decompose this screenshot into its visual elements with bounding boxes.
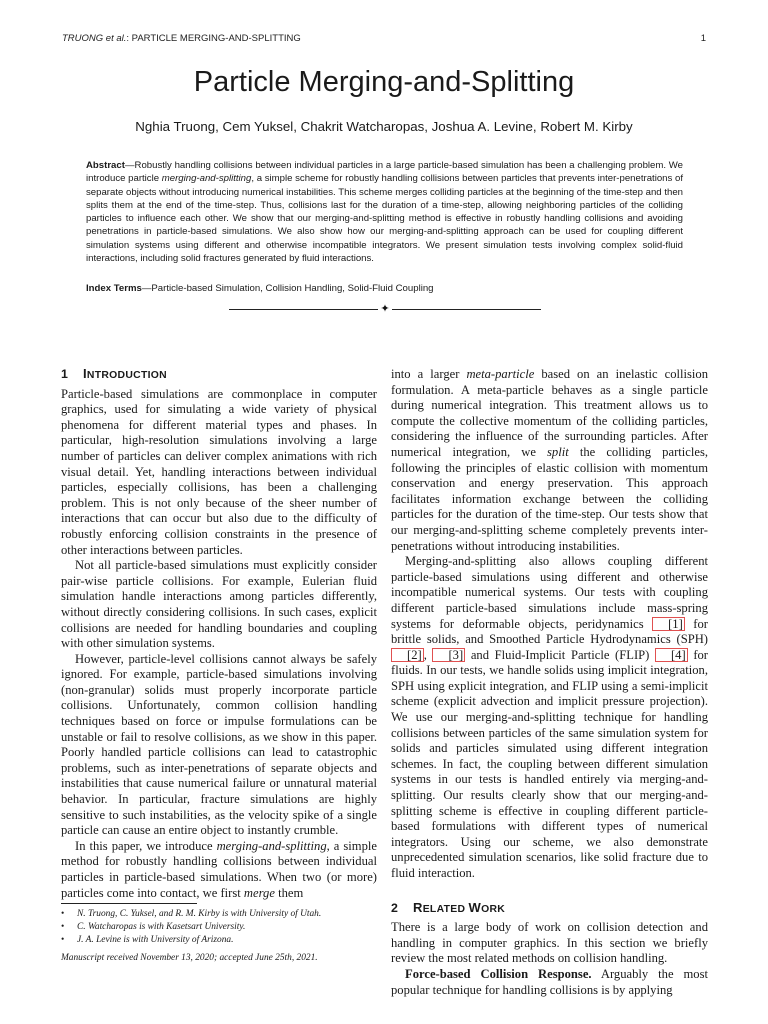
section-divider bbox=[229, 302, 541, 316]
author-list: Nghia Truong, Cem Yuksel, Chakrit Watcharopas, Joshua A. Levine, Robert M. Kirby bbox=[135, 119, 633, 134]
affiliation-list bbox=[61, 908, 377, 947]
citation-link[interactable]: [1] bbox=[652, 617, 685, 631]
intro-paragraph-3: However, particle-level collisions cannot always be safely ignored. For example, particle-based simulations involving (non-granular) solids must properly incorporate particle collisions. Unfortunately, common collision handling techniques based on force or impulse formulations can be unstable or fail to resolve collisions, as we show in this paper. Poorly handled particle collisions can lead to catastrophic problems, such as inter-penetrations of separate objects and instabilities that cause numerical failure or unnatural material behavior. In particular, fracture simulations are highly sensitive to such instabilities, as the velocity spike of a single particle can cause an entire object to instantly crumble. bbox=[61, 651, 377, 838]
page-number: 1 bbox=[700, 33, 706, 44]
manuscript-dates: Manuscript received November 13, 2020; accepted June 25th, 2021. bbox=[61, 953, 318, 963]
affiliation-item: • N. Truong, C. Yuksel, and R. M. Kirby is with University of Utah. bbox=[61, 909, 322, 919]
abstract-label: Abstract bbox=[86, 160, 125, 171]
related-paragraph-2: Force-based Collision Response. Arguably the most popular technique for handling collisions is by applying bbox=[391, 966, 708, 997]
related-paragraph-1: There is a large body of work on collision detection and handling in computer graphics. In this section we briefly review the most related methods on collision handling. bbox=[391, 920, 708, 966]
index-terms-label: Index Terms bbox=[86, 283, 142, 294]
footnote-rule bbox=[61, 903, 197, 904]
index-terms: Index Terms—Particle-based Simulation, Collision Handling, Solid-Fluid Coupling bbox=[86, 283, 434, 294]
running-title: TRUONG et al.: PARTICLE MERGING-AND-SPLITTING bbox=[62, 33, 301, 44]
abstract: Abstract—Robustly handling collisions between individual particles in a large particle-based simulation has been a challenging problem. We introduce particle merging-and-splitting, a simple scheme for robustly handling collisions between particles that prevents inter-penetrations of separate objects without introducing numerical instabilities. This scheme merges colliding particles at the beginning of the time-step and then splits them at the end of the time-step. Thus, collisions last for the duration of a time-step, allowing neighboring particles of the colliding particles to influence each other. We show that our merging-and-splitting method is effective in robustly handling collisions and avoiding penetrations in particle-based simulations. We also show how our merging-and-splitting approach can be used for coupling different simulation systems using different and otherwise incompatible integrators. We present simulation tests involving complex solid-fluid interactions, including solid fractures generated by fluid interactions. bbox=[86, 160, 683, 265]
paper-title: Particle Merging-and-Splitting bbox=[193, 66, 575, 98]
section-heading-related-work: 2 RELATED WORK bbox=[391, 899, 506, 915]
affiliation-item: • J. A. Levine is with University of Arizona. bbox=[61, 935, 234, 945]
intro-paragraph-4: In this paper, we introduce merging-and-splitting, a simple method for robustly handling collisions between individual particles in particle-based simulations. When two (or more) particles come into contact, we first merge them bbox=[61, 838, 377, 900]
intro-paragraph-6: Merging-and-splitting also allows coupling different particle-based simulations using different and otherwise incompatible numerical systems. Our tests with coupling different particle-based simulations include mass-spring systems for deformable objects, peridynamics [1] for brittle solids, and Smoothed Particle Hydrodynamics (SPH) [2] , [3] and Fluid-Implicit Particle (FLIP) [4] for fluids. In our tests, we handle solids using implicit integration, SPH using explicit integration, and FLIP using a semi-implicit scheme (explicit advection and implicit pressure projection). We use our merging-and-splitting technique for handling collisions between particles of the same simulation system for solids and particles simulated using different integration schemes. In fact, the coupling between different simulation systems in our tests is handled entirely via merging-and-splitting. Our results clearly show that our merging-and-splitting scheme is effective in coupling different particle-based formulations with different types of numerical integrators. Using our scheme, we also demonstrate unprecedented simulation scenarios, like solid fracture due to fluid interaction. bbox=[391, 554, 708, 880]
intro-paragraph-1: Particle-based simulations are commonplace in computer graphics, used for simulating a wide variety of physical phenomena for different material types and phases. In particular, high-resolution simulations involving a large number of particles can deliver complex animations with rich visual detail. Yet, handling interactions between individual particles, especially collisions, has been a challenging problem. This is not only because of the sheer number of interactions that can occur but also due to the difficulty of robustly enforcing collision constraints in the presence of other interactions between particles. bbox=[61, 386, 377, 557]
footnotes bbox=[61, 908, 377, 965]
section-heading-introduction: 1 INTRODUCTION bbox=[61, 366, 167, 381]
intro-paragraph-5: into a larger meta-particle based on an inelastic collision formulation. A meta-particle behaves as a single particle during numerical integration. This treatment allows us to compute the collective momentum of the colliding particles, considering the influence of the surrounding particles. After numerical integration, we split the colliding particles, following the principles of elastic collision with momentum conservation and energy preservation. This approach facilitates information exchange between the colliding particles for the duration of the time-step. Our tests show that our merging-and-splitting scheme completely prevents inter-penetrations without introducing instabilities. bbox=[391, 367, 708, 553]
divider-rule-left bbox=[229, 309, 378, 310]
divider-rule-right bbox=[392, 309, 541, 310]
citation-link[interactable]: [3] bbox=[432, 648, 465, 662]
affiliation-item: • C. Watcharopas is with Kasetsart University. bbox=[61, 922, 246, 932]
running-header bbox=[62, 33, 706, 44]
citation-link[interactable]: [4] bbox=[655, 648, 688, 662]
diamond-icon: ✦ bbox=[380, 303, 390, 315]
citation-link[interactable]: [2] bbox=[391, 648, 424, 662]
right-column bbox=[391, 367, 708, 998]
intro-paragraph-2: Not all particle-based simulations must explicitly consider pair-wise particle collisions. For example, Eulerian fluid simulation handle interactions among particles differently, without directly considering collisions. In such cases, explicit collisions are needed for handling boundaries and coupling with other simulation systems. bbox=[61, 558, 377, 651]
left-column bbox=[61, 366, 377, 901]
